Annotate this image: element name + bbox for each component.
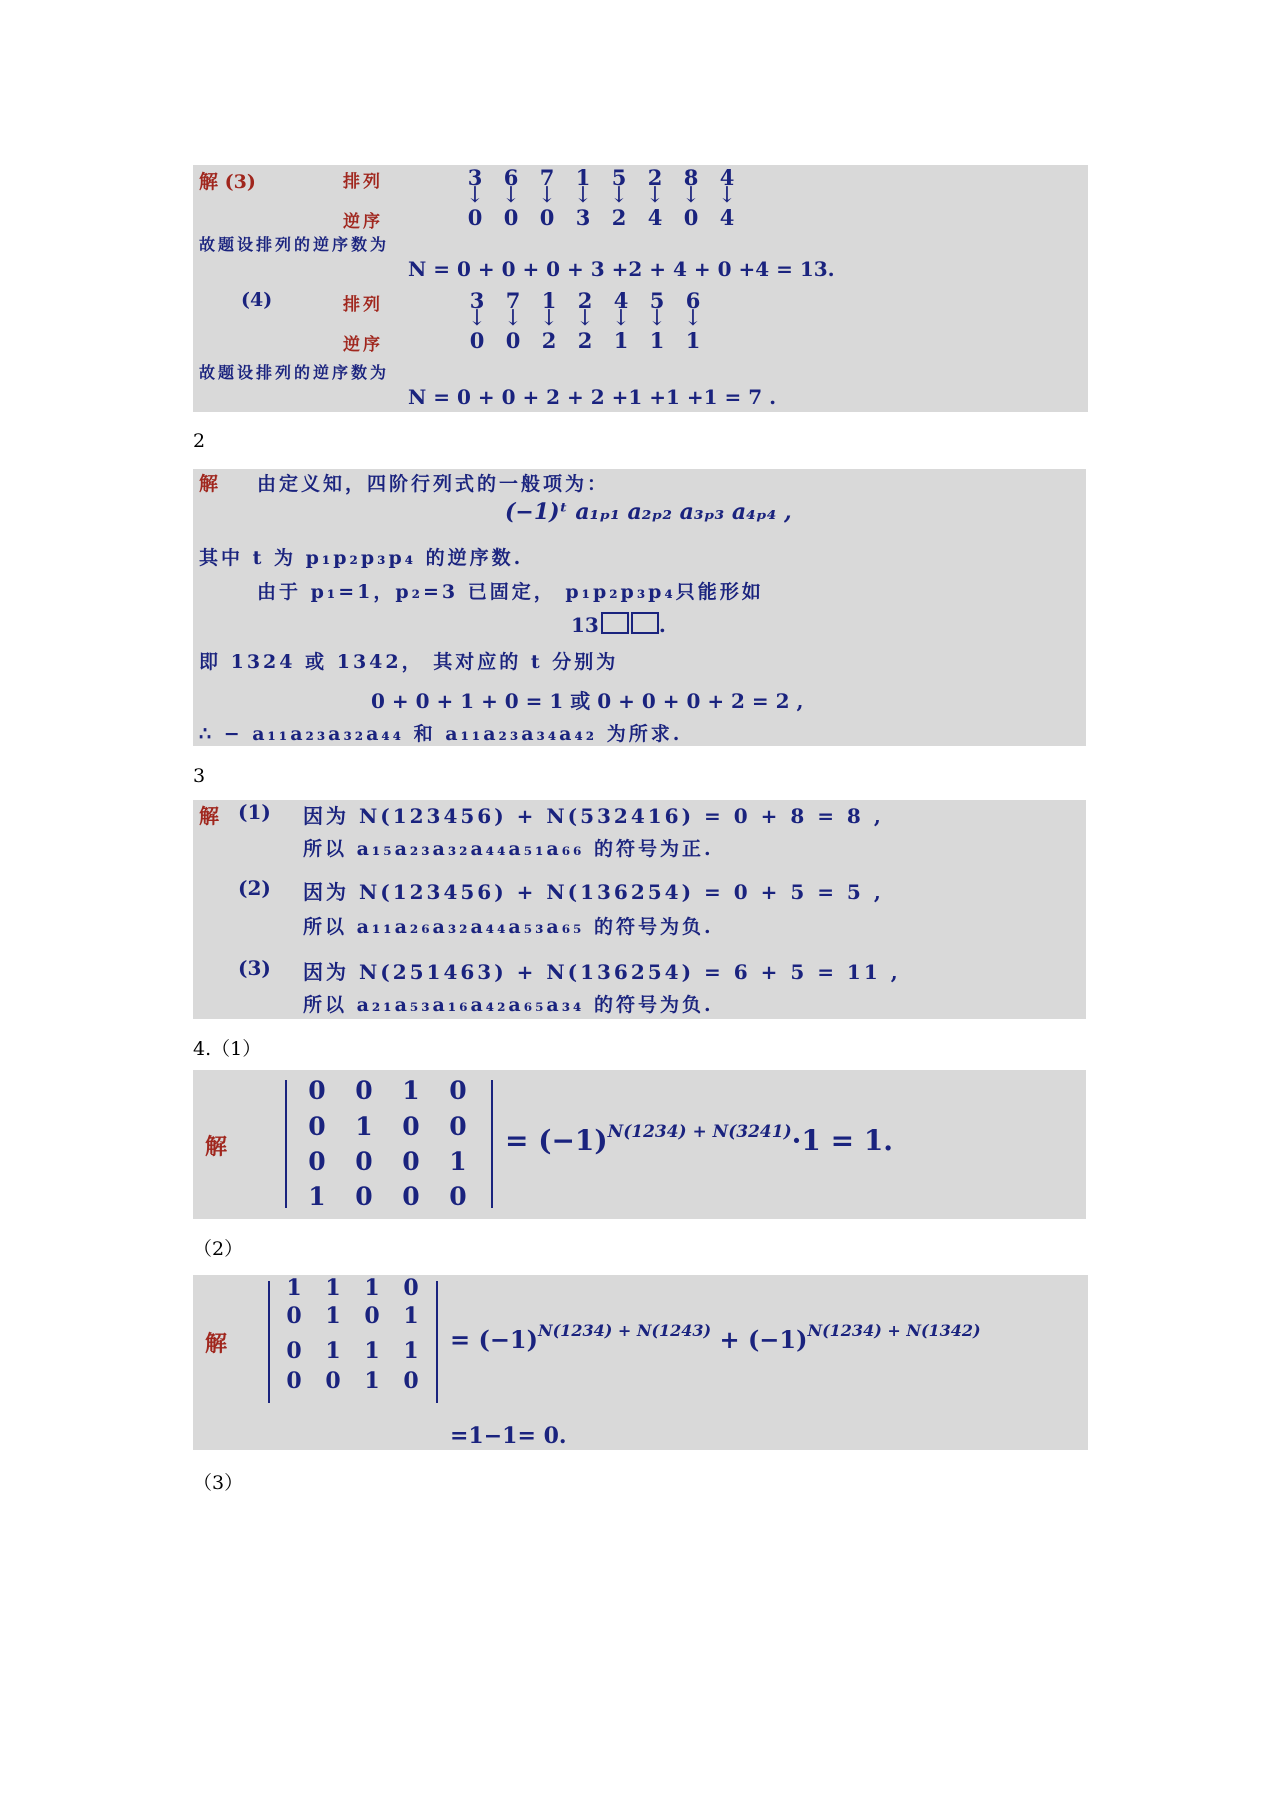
sol-label: 解 (205, 1331, 228, 1357)
inv-label-4: 逆序 (343, 335, 383, 355)
det2-final: =1−1= 0. (450, 1423, 567, 1449)
matrix-cell: 1 (364, 1338, 380, 1364)
question-number-3: 3 (193, 765, 206, 787)
inv4-digit: 1 (613, 328, 629, 353)
question-number-2: 2 (193, 430, 206, 452)
down-arrow-icon: ↓ (467, 306, 487, 331)
perm4-digit: 5 (649, 288, 665, 313)
p2-line1: 因为 N(123456) + N(136254) = 0 + 5 = 5 , (303, 880, 884, 904)
perm3-digit: 8 (683, 165, 699, 190)
panel-sign-determination (193, 800, 1086, 1019)
perm3-digit: 6 (503, 165, 519, 190)
matrix-cell: 0 (308, 1112, 326, 1141)
matrix-cell: 1 (355, 1112, 373, 1141)
p1-line1: 因为 N(123456) + N(532416) = 0 + 8 = 8 , (303, 804, 884, 828)
s2-line3: 其中 t 为 p₁p₂p₃p₄ 的逆序数. (199, 547, 524, 569)
matrix-cell: 0 (449, 1112, 467, 1141)
down-arrow-icon: ↓ (537, 183, 557, 208)
matrix-cell: 1 (286, 1275, 302, 1301)
sol-label: 解 (199, 473, 219, 495)
inv4-digit: 1 (649, 328, 665, 353)
det1-result (505, 1122, 893, 1157)
down-arrow-icon: ↓ (501, 183, 521, 208)
matrix-cell: 0 (325, 1368, 341, 1394)
p3-line2: 所以 a₂₁a₅₃a₁₆a₄₂a₆₅a₃₄ 的符号为负. (303, 994, 714, 1016)
perm3-digit: 7 (539, 165, 555, 190)
down-arrow-icon: ↓ (575, 306, 595, 331)
det1-result-tail: ·1 = 1. (791, 1124, 894, 1157)
perm4-digit: 7 (505, 288, 521, 313)
perm3-digit: 4 (719, 165, 735, 190)
matrix-cell: 0 (286, 1303, 302, 1329)
inv3-digit: 0 (539, 205, 555, 230)
part3-label: 解 (3) (199, 171, 256, 193)
perm-label-3: 排列 (343, 172, 383, 192)
sol-label: 解 (199, 804, 219, 828)
s2-line5: 13 . (571, 613, 666, 637)
det-right-bar (436, 1281, 438, 1403)
inv3-digit: 4 (719, 205, 735, 230)
inv4-digit: 2 (541, 328, 557, 353)
sol-label: 解 (205, 1134, 228, 1160)
matrix-cell: 1 (325, 1338, 341, 1364)
question-number-4-3: （3） (193, 1472, 244, 1494)
det2-term2: + (−1) (719, 1325, 808, 1354)
panel-general-term (193, 469, 1086, 746)
sum-3: N = 0 + 0 + 0 + 3 +2 + 4 + 0 +4 = 13. (408, 257, 835, 281)
perm3-digit: 1 (575, 165, 591, 190)
matrix-cell: 0 (308, 1147, 326, 1176)
matrix-cell: 0 (403, 1368, 419, 1394)
inv4-digit: 2 (577, 328, 593, 353)
perm4-digit: 3 (469, 288, 485, 313)
perm3-digit: 2 (647, 165, 663, 190)
matrix-cell: 1 (325, 1303, 341, 1329)
perm-label-4: 排列 (343, 295, 383, 315)
p2-line2: 所以 a₁₁a₂₆a₃₂a₄₄a₅₃a₆₅ 的符号为负. (303, 916, 714, 938)
s2-line6: 即 1324 或 1342， 其对应的 t 分别为 (199, 651, 619, 673)
matrix-cell: 0 (308, 1076, 326, 1105)
down-arrow-icon: ↓ (645, 183, 665, 208)
perm4-digit: 4 (613, 288, 629, 313)
blank-box-icon (601, 612, 629, 634)
inv-label-3: 逆序 (343, 212, 383, 232)
question-number-4-1: 4.（1） (193, 1038, 262, 1060)
det2-expansion (450, 1321, 981, 1354)
perm4-digit: 6 (685, 288, 701, 313)
down-arrow-icon: ↓ (465, 183, 485, 208)
matrix-cell: 0 (355, 1182, 373, 1211)
matrix-cell: 0 (402, 1147, 420, 1176)
sum-4: N = 0 + 0 + 2 + 2 +1 +1 +1 = 7 . (408, 385, 777, 409)
p3-label: (3) (238, 956, 271, 980)
s2-line7: 0 + 0 + 1 + 0 = 1 或 0 + 0 + 0 + 2 = 2 , (371, 689, 804, 713)
inv4-digit: 1 (685, 328, 701, 353)
down-arrow-icon: ↓ (573, 183, 593, 208)
det2-exp1: N(1234) + N(1243) (537, 1321, 712, 1340)
matrix-cell: 0 (286, 1368, 302, 1394)
down-arrow-icon: ↓ (611, 306, 631, 331)
part4-label: (4) (241, 289, 273, 311)
perm4-digit: 2 (577, 288, 593, 313)
down-arrow-icon: ↓ (647, 306, 667, 331)
inv3-digit: 0 (683, 205, 699, 230)
panel-permutation-inversions (193, 165, 1088, 412)
total-text-4: 故题设排列的逆序数为 (199, 363, 390, 382)
p1-line2: 所以 a₁₅a₂₃a₃₂a₄₄a₅₁a₆₆ 的符号为正. (303, 838, 714, 860)
down-arrow-icon: ↓ (681, 183, 701, 208)
matrix-cell: 1 (308, 1182, 326, 1211)
det1-result-prefix: = (−1) (505, 1124, 608, 1157)
down-arrow-icon: ↓ (503, 306, 523, 331)
s2-line4: 由于 p₁=1，p₂=3 已固定， p₁p₂p₃p₄只能形如 (257, 581, 764, 603)
matrix-cell: 1 (403, 1303, 419, 1329)
matrix-cell: 0 (364, 1303, 380, 1329)
matrix-cell: 1 (364, 1368, 380, 1394)
inv3-digit: 2 (611, 205, 627, 230)
p3-line1: 因为 N(251463) + N(136254) = 6 + 5 = 11 , (303, 960, 901, 984)
inv3-digit: 3 (575, 205, 591, 230)
matrix-cell: 0 (449, 1076, 467, 1105)
down-arrow-icon: ↓ (539, 306, 559, 331)
matrix-cell: 0 (286, 1338, 302, 1364)
p2-label: (2) (238, 876, 271, 900)
inv3-digit: 0 (467, 205, 483, 230)
det-left-bar (285, 1080, 287, 1208)
inv3-digit: 0 (503, 205, 519, 230)
down-arrow-icon: ↓ (609, 183, 629, 208)
down-arrow-icon: ↓ (683, 306, 703, 331)
panel-determinant-2 (193, 1275, 1088, 1450)
matrix-cell: 1 (325, 1275, 341, 1301)
det-right-bar (491, 1080, 493, 1208)
matrix-cell: 1 (402, 1076, 420, 1105)
matrix-cell: 0 (449, 1182, 467, 1211)
panel-determinant-1 (193, 1070, 1086, 1219)
det2-term1: = (−1) (450, 1325, 538, 1354)
det-left-bar (268, 1281, 270, 1403)
matrix-cell: 0 (402, 1182, 420, 1211)
matrix-cell: 1 (364, 1275, 380, 1301)
matrix-cell: 0 (402, 1112, 420, 1141)
matrix-cell: 0 (403, 1275, 419, 1301)
blank-box-icon (631, 612, 659, 634)
question-number-4-2: （2） (193, 1238, 244, 1260)
perm4-digit: 1 (541, 288, 557, 313)
inv4-digit: 0 (469, 328, 485, 353)
total-text-3: 故题设排列的逆序数为 (199, 235, 390, 254)
inv3-digit: 4 (647, 205, 663, 230)
matrix-cell: 0 (355, 1076, 373, 1105)
s2-line1: 由定义知，四阶行列式的一般项为： (257, 473, 610, 495)
perm3-digit: 3 (467, 165, 483, 190)
det2-exp2: N(1234) + N(1342) (807, 1321, 981, 1340)
s2-line8: ∴ − a₁₁a₂₃a₃₂a₄₄ 和 a₁₁a₂₃a₃₄a₄₂ 为所求. (199, 723, 683, 745)
s2-line2: (−1)ᵗ a₁ₚ₁ a₂ₚ₂ a₃ₚ₃ a₄ₚ₄ , (505, 499, 792, 525)
matrix-cell: 1 (403, 1338, 419, 1364)
matrix-cell: 1 (449, 1147, 467, 1176)
det1-exponent: N(1234) + N(3241) (607, 1122, 792, 1142)
inv4-digit: 0 (505, 328, 521, 353)
perm3-digit: 5 (611, 165, 627, 190)
matrix-cell: 0 (355, 1147, 373, 1176)
s2-line5-text: 13 (571, 613, 599, 637)
p1-label: (1) (238, 800, 271, 824)
down-arrow-icon: ↓ (717, 183, 737, 208)
